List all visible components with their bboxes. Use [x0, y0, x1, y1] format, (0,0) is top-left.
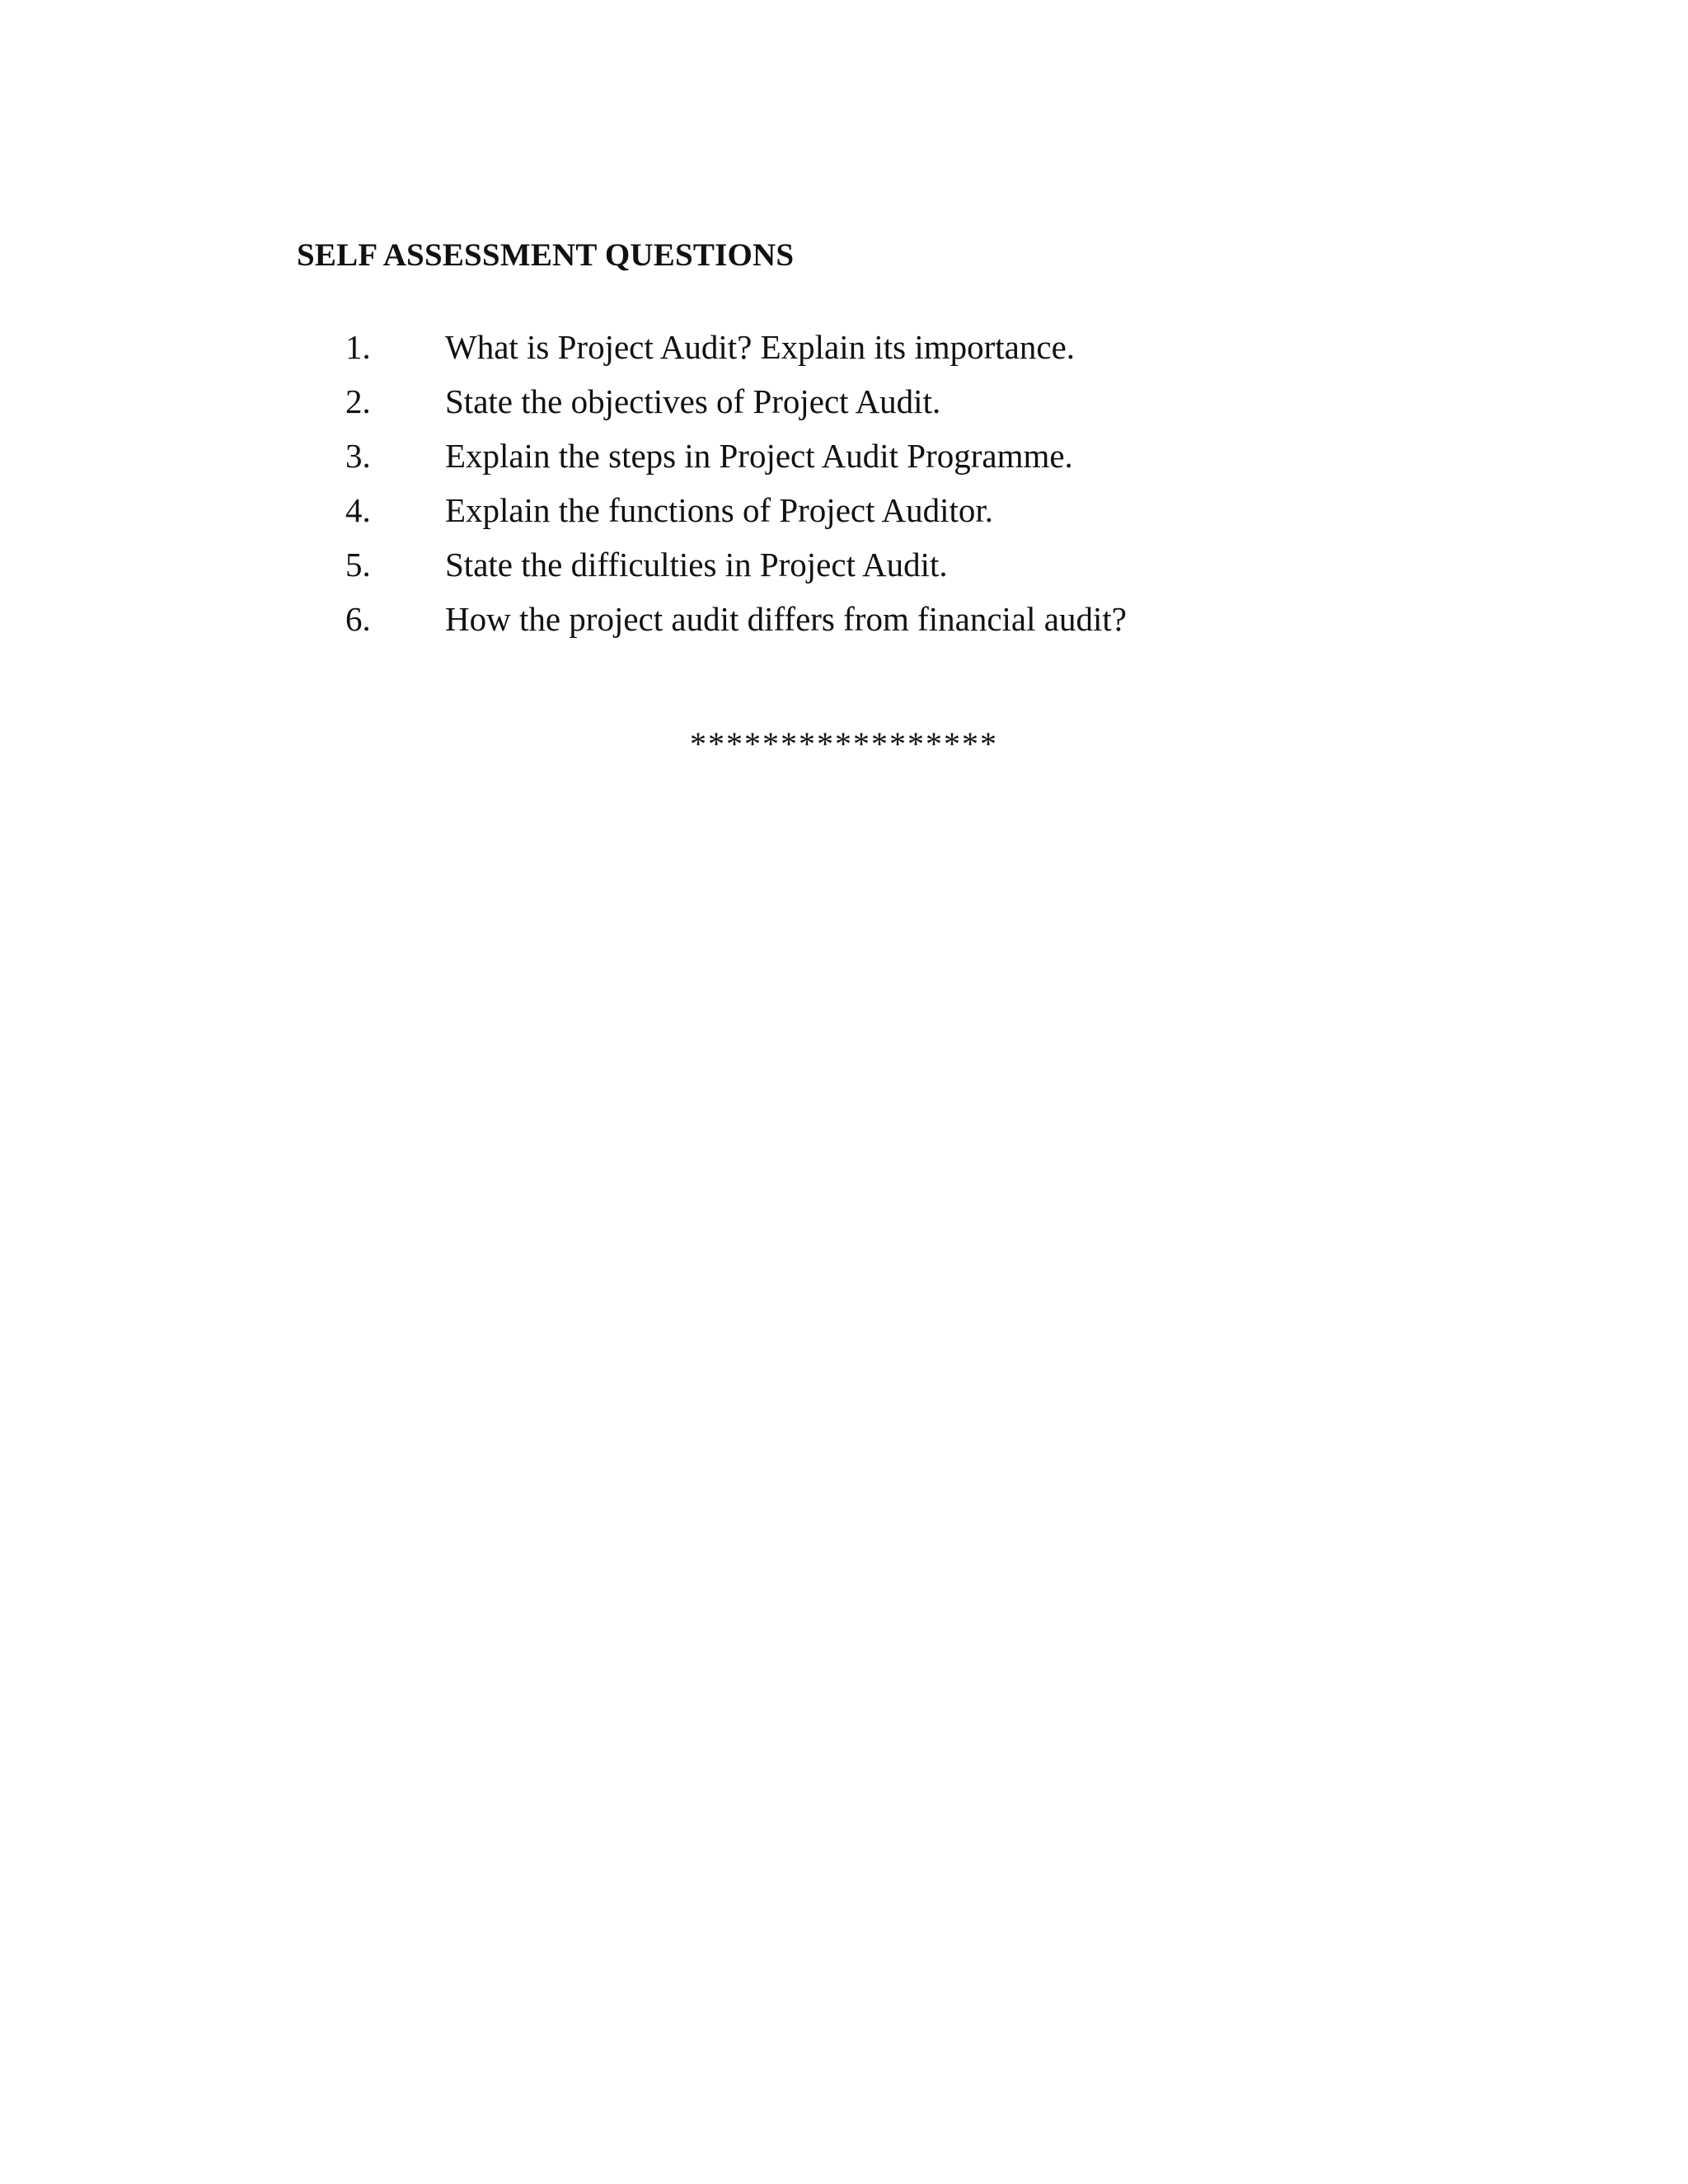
question-text: Explain the functions of Project Auditor.: [445, 491, 994, 529]
question-number: 4.: [345, 491, 371, 529]
question-number: 6.: [345, 600, 371, 638]
question-item: [0, 434, 1688, 488]
question-text: How the project audit differs from financial audit?: [445, 600, 1127, 638]
question-item: [0, 488, 1688, 542]
question-number: 3.: [345, 437, 371, 475]
question-item: [0, 325, 1688, 379]
question-number: 1.: [345, 328, 371, 366]
question-text: State the difficulties in Project Audit.: [445, 546, 948, 583]
question-number: 2.: [345, 382, 371, 420]
question-list: [0, 325, 1688, 651]
section-separator: *****************: [690, 725, 998, 762]
question-item: [0, 597, 1688, 651]
question-item: [0, 542, 1688, 597]
question-text: Explain the steps in Project Audit Programme.: [445, 437, 1073, 475]
question-item: [0, 379, 1688, 434]
question-text: What is Project Audit? Explain its importance.: [445, 328, 1076, 366]
question-number: 5.: [345, 546, 371, 583]
question-text: State the objectives of Project Audit.: [445, 382, 941, 420]
section-heading: SELF ASSESSMENT QUESTIONS: [297, 237, 795, 273]
